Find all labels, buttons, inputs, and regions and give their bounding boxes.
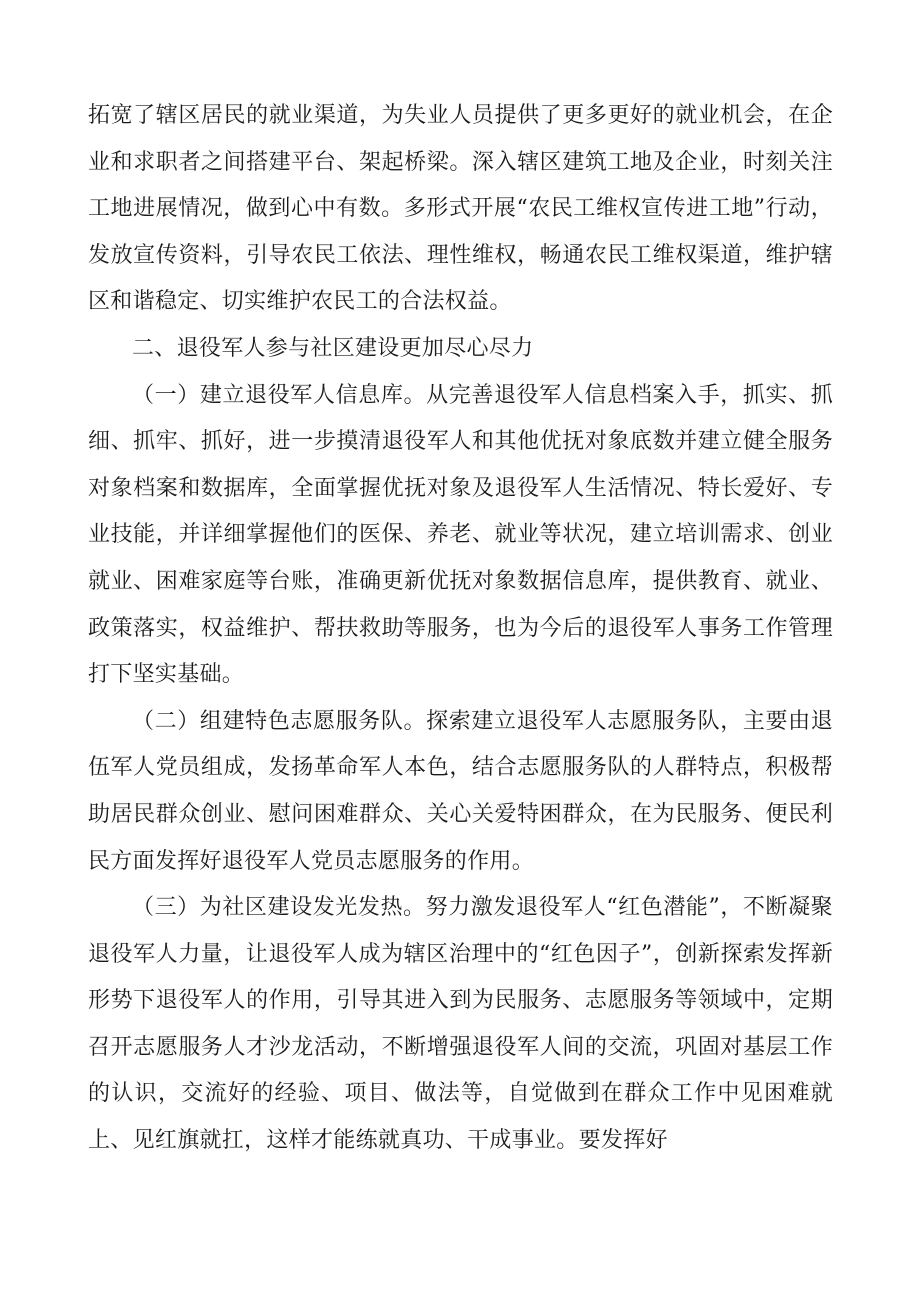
section-heading: 二、退役军人参与社区建设更加尽心尽力: [132, 335, 534, 361]
document-body: [88, 93, 833, 1165]
body-paragraph-continued: 拓宽了辖区居民的就业渠道，为失业人员提供了更多更好的就业机会，在企业和求职者之间搭建平台、架起桥梁。深入辖区建筑工地及企业，时刻关注工地进展情况，做到心中有数。多形式开展“农民工维权宣传进工地”行动，发放宣传资料，引导农民工依法、理性维权，畅通农民工维权渠道，维护辖区和谐稳定、切实维护农民工的合法权益。: [88, 103, 833, 315]
body-paragraph: （三）为社区建设发光发热。努力激发退役军人“红色潜能”，不断凝聚退役军人力量，让退役军人成为辖区治理中的“红色因子”，创新探索发挥新形势下退役军人的作用，引导其进入到为民服务、志愿服务等领域中，定期召开志愿服务人才沙龙活动，不断增强退役军人间的交流，巩固对基层工作的认识，交流好的经验、项目、做法等，自觉做到在群众工作中见困难就上、见红旗就扛，这样才能练就真功、干成事业。要发挥好: [88, 895, 833, 1154]
body-paragraph: （二）组建特色志愿服务队。探索建立退役军人志愿服务队，主要由退伍军人党员组成，发扬革命军人本色，结合志愿服务队的人群特点，积极帮助居民群众创业、慰问困难群众、关心关爱特困群众，在为民服务、便民利民方面发挥好退役军人党员志愿服务的作用。: [88, 708, 833, 874]
body-paragraph: （一）建立退役军人信息库。从完善退役军人信息档案入手，抓实、抓细、抓牢、抓好，进一步摸清退役军人和其他优抚对象底数并建立健全服务对象档案和数据库，全面掌握优抚对象及退役军人生活情况、特长爱好、专业技能，并详细掌握他们的医保、养老、就业等状况，建立培训需求、创业就业、困难家庭等台账，准确更新优抚对象数据信息库，提供教育、就业、政策落实，权益维护、帮扶救助等服务，也为今后的退役军人事务工作管理打下坚实基础。: [88, 382, 833, 688]
